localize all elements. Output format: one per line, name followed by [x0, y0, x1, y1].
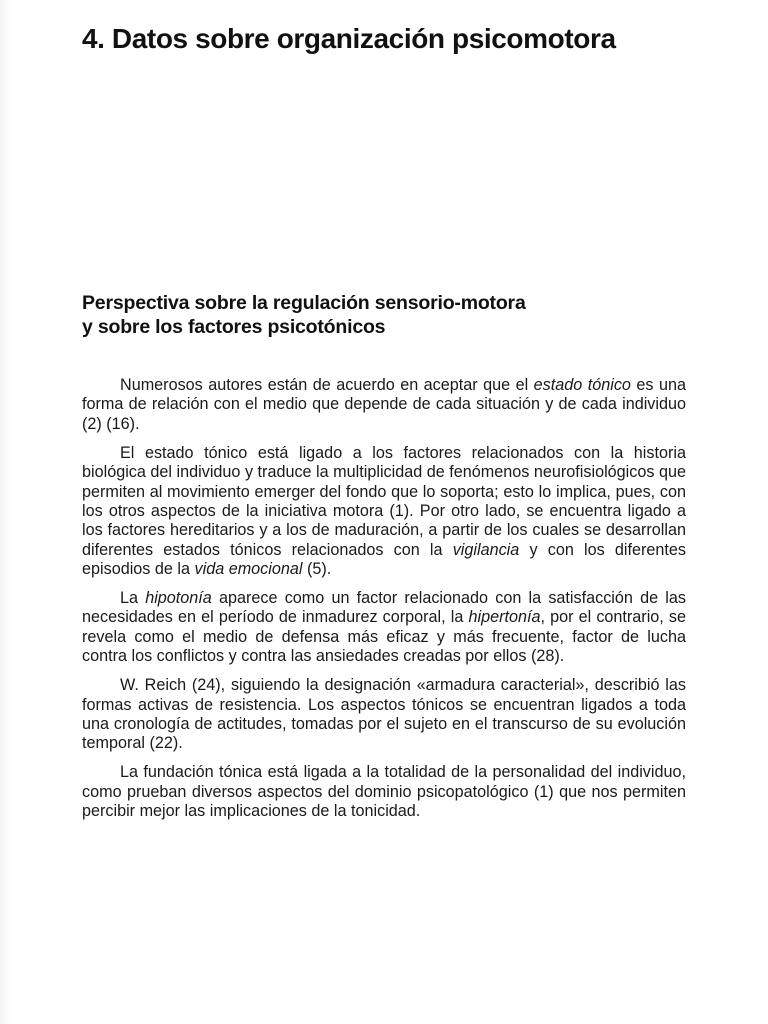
page-edge-shadow [0, 0, 10, 1024]
paragraph-5-text-a: La fundación tónica está ligada a la totalidad de la personalidad del individuo, como prueban diversos aspectos del dominio psicopatológico (1) que nos permiten percibir mejor las implicaciones de la tonicidad. [82, 763, 686, 821]
paragraph-2-text-b: y con los diferentes episodios de la [82, 540, 687, 579]
paragraph-1-text-a: Numerosos autores están de acuerdo en aceptar que el [120, 376, 534, 394]
paragraph-3-text-c: , por el contrario, se revela como el medio de defensa más eficaz y más frecuente, factor de lucha contra los conflictos y contra las ansiedades creadas por ellos (28). [82, 608, 687, 666]
paragraph-1-emphasis-1: estado tónico [533, 376, 631, 394]
section-title-line-2: y sobre los factores psicotónicos [82, 316, 386, 338]
paragraph-5 [82, 763, 686, 821]
paragraph-2-text-a: El estado tónico está ligado a los factores relacionados con la historia biológica del individuo y traduce la multiplicidad de fenómenos neurofisiológicos que permiten al movimiento emerger del fondo que lo soporta; esto lo implica, pues, con los otros aspectos de la iniciativa motora (1). Por otro lado, se encuentra ligado a los factores hereditarios y a los de maduración, a partir de los cuales se desarrollan diferentes estados tónicos relacionados con la [82, 443, 686, 559]
paragraph-3 [82, 589, 686, 667]
paragraph-3-text-a: La [120, 589, 146, 608]
section-title [82, 291, 687, 339]
paragraph-3-emphasis-2: hipertonía [468, 608, 541, 627]
section-title-line-1: Perspectiva sobre la regulación sensorio-motora [82, 292, 526, 314]
paragraph-3-emphasis-1: hipotonía [145, 589, 212, 608]
body-text [82, 376, 686, 831]
paragraph-2-text-c: (5). [302, 560, 332, 579]
paragraph-2 [82, 444, 686, 580]
paragraph-1 [82, 376, 686, 434]
paragraph-2-emphasis-2: vida emocional [194, 560, 303, 579]
paragraph-4-text-a: W. Reich (24), siguiendo la designación «armadura caracterial», describió las formas activas de resistencia. Los aspectos tónicos se encuentran ligados a toda una cronología de actitudes, tomadas por el sujeto en el transcurso de su evolución temporal (22). [82, 676, 686, 753]
paragraph-2-emphasis-1: vigilancia [452, 540, 520, 559]
paragraph-4 [82, 676, 686, 754]
chapter-title: 4. Datos sobre organización psicomotora [82, 23, 616, 54]
paragraph-1-text-b: es una forma de relación con el medio que depende de cada situación y de cada individuo (2) (16). [82, 376, 686, 433]
paragraph-3-text-b: aparece como un factor relacionado con la satisfacción de las necesidades en el período de inmadurez corporal, la [82, 589, 686, 627]
